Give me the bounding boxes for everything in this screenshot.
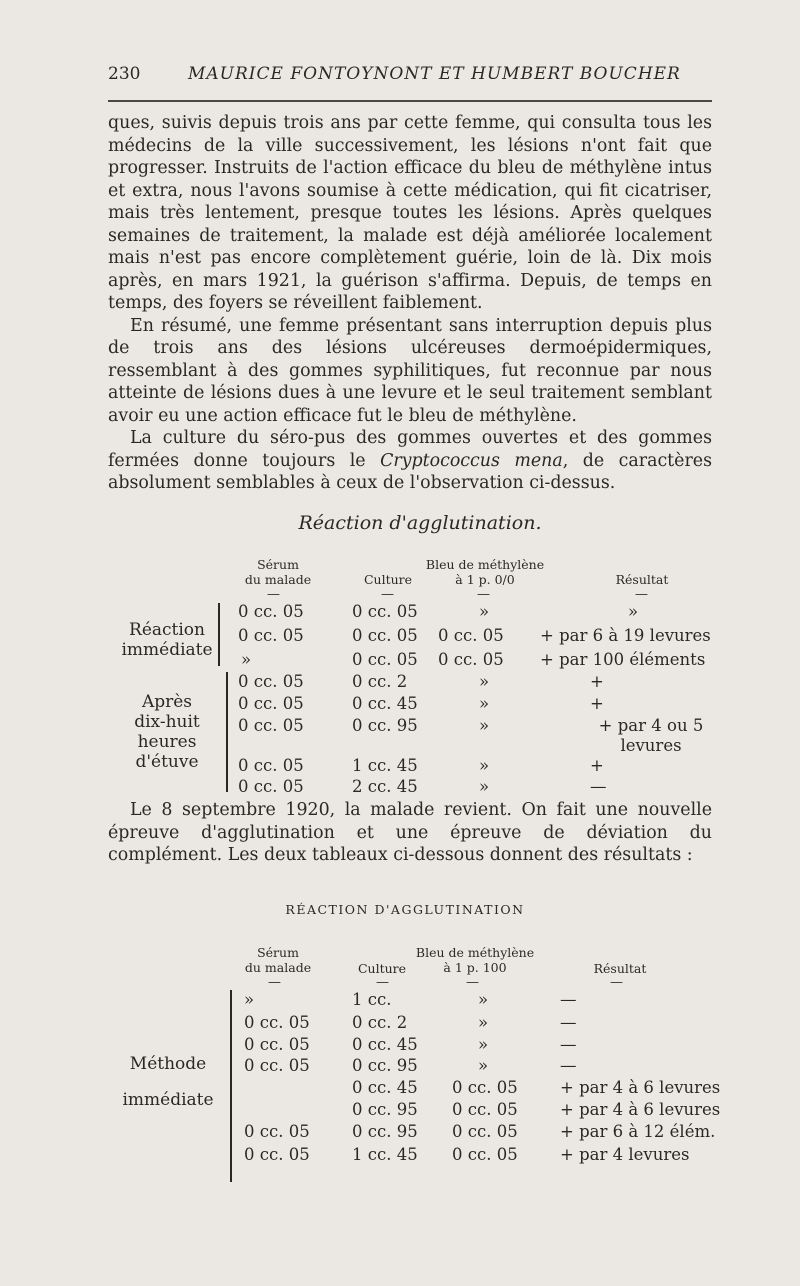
page-number: 230 bbox=[108, 64, 141, 84]
table1-header-culture: Culture bbox=[363, 572, 413, 587]
table2-header-culture: Culture bbox=[357, 961, 407, 976]
table1-header-bleu: Bleu de méthylène à 1 p. 0/0 bbox=[425, 557, 545, 587]
header-rule bbox=[108, 100, 712, 102]
paragraph-3-end: , de caractères absolument semblables à ceux de l'observation ci-dessus. bbox=[108, 450, 712, 493]
table2-header-serum: Sérum du malade bbox=[244, 945, 312, 975]
table1-title: Réaction d'agglutination. bbox=[298, 512, 542, 534]
table2-dash: — bbox=[376, 975, 389, 990]
table1-group-etuve: Après dix-huit heures d'étuve bbox=[134, 692, 200, 772]
book-page: 230 MAURICE FONTOYNONT ET HUMBERT BOUCHER ques, suivis depuis trois ans par cette femme, qui consulta tous les médecins de la ville successivement, les lésions n'ont fait que progresser. Instruits de l'action efficace du bleu de méthylène intus et extra, nous l'avons soumise à cette médication, qui fit cicatriser, mais très lentement, presque toutes les lésions. Après quelques semaines de traitement, la malade est déjà améliorée localement mais n'est pas encore complètement guérie, loin de là. Dix mois après, en mars 1921, la guérison s'affirma. Depuis, de temps en temps, des foyers se réveillent faiblement. En résumé, une femme présentant sans interruption depuis plus de trois ans des lésions ulcéreuses dermoépidermiques, ressemblant à des gommes syphilitiques, fut reconnue par nous atteinte de lésions dues à une levure et le seul traitement semblant avoir eu une action efficace fut le bleu de méthylène. La culture du séro-pus des gommes ouvertes et des gommes fermées donne toujours le Cryptococcus mena, de caractères absolument semblables à ceux de l'observation ci-dessus. Réaction d'agglutination. Sérum du malade Culture Bleu de méthylène à 1 p. 0/0 Résultat — — — — Réaction immédiate Après dix-huit heures d'étuve 0 cc. 05 0 cc. 05 » » 0 cc. 05 0 cc. 05 0 cc. 05 + par 6 à 19 levures » 0 cc. 05 0 cc. 05 + par 100 éléments 0 cc. 05 0 cc. 2 » + 0 cc. 05 0 cc. 45 » + 0 cc. 05 0 cc. 95 » + par 4 ou 5 levures 0 cc. 05 1 cc. 45 » + 0 cc. 05 2 cc. 45 » — Le 8 septembre 1920, la malade revient. On fait une nouvelle épreuve d'agglutination et une épreuve de déviation du complément. Les deux tableaux ci-dessous donnent des résultats : RÉACTION D'AGGLUTINATION Sérum du malade Culture Bleu de méthylène à 1 p. 100 Résultat — — — — Méthode immédiate » 1 cc. » — 0 cc. 05 0 cc. 2 » — 0 cc. 05 0 cc. 45 » — 0 cc. 05 0 cc. 95 » — 0 cc. 45 0 cc. 05 + par 4 à 6 levures 0 cc. 95 0 cc. 05 + par 4 à 6 levures 0 cc. 05 0 cc. 95 0 cc. 05 + par 6 à 12 élém. 0 cc. 05 1 cc. 45 0 cc. 05 + par 4 levures bbox=[0, 0, 800, 1286]
table1-header-resultat: Résultat bbox=[615, 572, 669, 587]
table1-header-serum: Sérum du malade bbox=[244, 557, 312, 587]
table2-header-resultat: Résultat bbox=[593, 961, 647, 976]
table1-brace-2 bbox=[226, 672, 228, 792]
running-title: MAURICE FONTOYNONT ET HUMBERT BOUCHER bbox=[188, 64, 681, 84]
table1-dash: — bbox=[477, 587, 490, 602]
paragraph-3-start: La culture du séro-pus des gommes ouvertes et des gommes fermées donne toujours le bbox=[108, 428, 712, 471]
table1-group-immediate: Réaction immédiate bbox=[121, 620, 213, 660]
table2-dash: — bbox=[466, 975, 479, 990]
table1-dash: — bbox=[267, 587, 280, 602]
table2-header-bleu: Bleu de méthylène à 1 p. 100 bbox=[415, 945, 535, 975]
table1-dash: — bbox=[381, 587, 394, 602]
table2-dash: — bbox=[268, 975, 281, 990]
body-text bbox=[108, 112, 712, 495]
table2-dash: — bbox=[610, 975, 623, 990]
table1-dash: — bbox=[635, 587, 648, 602]
page-header bbox=[108, 64, 712, 92]
table2-group-immediate: Méthode immédiate bbox=[122, 1054, 214, 1110]
paragraph-2: En résumé, une femme présentant sans interruption depuis plus de trois ans des lésions ulcéreuses dermoépidermiques, ressemblant à des gommes syphilitiques, fut reconnue par nous atteinte de lésions dues à une levure et le seul traitement semblant avoir eu une action efficace fut le bleu de méthylène. bbox=[108, 315, 712, 426]
paragraph-3 bbox=[108, 427, 712, 495]
table1-brace-1 bbox=[218, 603, 220, 666]
paragraph-1: ques, suivis depuis trois ans par cette femme, qui consulta tous les médecins de la ville successivement, les lésions n'ont fait que progresser. Instruits de l'action efficace du bleu de méthylène intus et extra, nous l'avons soumise à cette médication, qui fit cicatriser, mais très lentement, presque toutes les lésions. Après quelques semaines de traitement, la malade est déjà améliorée localement mais n'est pas encore complètement guérie, loin de là. Dix mois après, en mars 1921, la guérison s'affirma. Depuis, de temps en temps, des foyers se réveillent faiblement. bbox=[108, 113, 712, 313]
table2-title: RÉACTION D'AGGLUTINATION bbox=[285, 902, 525, 917]
paragraph-september: Le 8 septembre 1920, la malade revient. On fait une nouvelle épreuve d'agglutination et une épreuve de déviation du complément. Les deux tableaux ci-dessous donnent des résultats : bbox=[108, 800, 712, 865]
table2-brace bbox=[230, 990, 232, 1182]
species-name: Cryptococcus mena bbox=[380, 450, 563, 471]
